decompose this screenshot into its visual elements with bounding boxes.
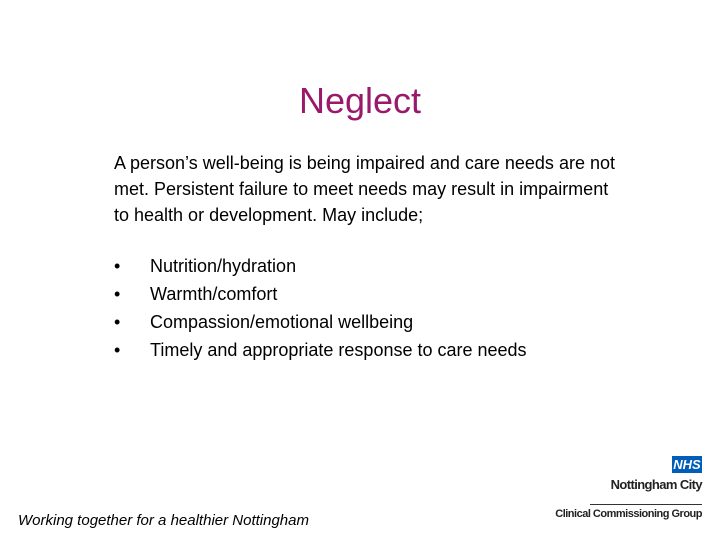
logo-divider [590, 504, 702, 505]
bullet-marker: • [114, 284, 121, 304]
bullet-item [114, 280, 634, 308]
slide-title-text: Neglect [298, 80, 422, 121]
bullet-marker: • [114, 312, 121, 332]
nhs-badge-icon: NHS [673, 457, 701, 472]
bullet-text: Timely and appropriate response to care needs [150, 340, 527, 360]
bullet-text: Compassion/emotional wellbeing [150, 312, 414, 332]
bullet-item [114, 308, 634, 336]
bullet-text: Nutrition/hydration [150, 256, 297, 276]
bullet-item [114, 336, 634, 364]
logo-organisation: Nottingham City [610, 477, 702, 492]
nhs-logo [555, 456, 708, 524]
bullet-text: Warmth/comfort [150, 284, 278, 304]
footer-tagline: Working together for a healthier Nottingham [18, 512, 309, 529]
intro-paragraph: A person’s well-being is being impaired and care needs are not met. Persistent failure to meet needs may result in impairment to health or development. May include; [114, 153, 615, 225]
bullet-item [114, 252, 634, 280]
bullet-marker: • [114, 340, 121, 360]
slide-title [0, 80, 720, 122]
logo-subtitle: Clinical Commissioning Group [555, 508, 702, 520]
bullet-list [114, 252, 634, 364]
bullet-marker: • [114, 256, 121, 276]
